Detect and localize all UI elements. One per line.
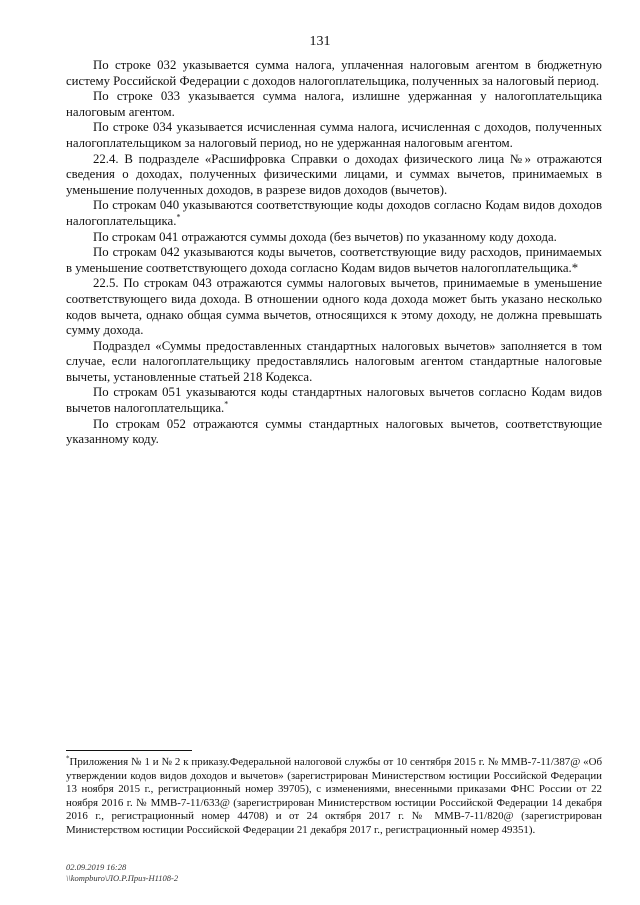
paragraph-line-051-text: По строкам 051 указываются коды стандартных налоговых вычетов согласно Кодам видов вычетов налогоплательщика.	[66, 385, 602, 416]
footnote-ref: *	[571, 260, 579, 275]
paragraph-line-051	[66, 385, 602, 416]
paragraph-line-042	[66, 245, 602, 276]
footnote	[66, 756, 602, 837]
paragraph-line-052: По строкам 052 отражаются суммы стандартных налоговых вычетов, соответствующие указанному коду.	[66, 416, 602, 447]
footnote-ref: *	[224, 399, 229, 409]
footnote-ref: *	[176, 212, 181, 222]
paragraph-line-033: По строке 033 указывается сумма налога, излишне удержанная у налогоплательщика налоговым агентом.	[66, 89, 602, 119]
footnote-marker: *	[66, 754, 70, 763]
paragraph-line-041: По строкам 041 отражаются суммы дохода (без вычетов) по указанному коду дохода.	[93, 229, 557, 244]
paragraph-line-034: По строке 034 указывается исчисленная сумма налога, исчисленная с доходов, полученных налогоплательщиком за налоговый период, но не удержанная налоговым агентом.	[66, 120, 602, 150]
paragraph-22-4: 22.4. В подразделе «Расшифровка Справки о доходах физического лица №» отражаются сведения о доходах, полученных физическими лицами, и суммах вычетов, принимаемых в уменьшение полученных доходов, в разрезе видов доходов (вычетов).	[66, 151, 602, 197]
paragraph-standard-deductions: Подраздел «Суммы предоставленных стандартных налоговых вычетов» заполняется в том случае, если налогоплательщику предоставлялись налоговым агентом стандартные налоговые вычеты, установленные статьей 218 Кодекса.	[66, 338, 602, 384]
print-file-path: \\kompburo\ЛО.Р.Приз-Н1108-2	[66, 873, 179, 883]
paragraph-line-040	[66, 198, 602, 229]
paragraph-22-5: 22.5. По строкам 043 отражаются суммы налоговых вычетов, принимаемые в уменьшение соответствующего вида дохода. В отношении одного кода дохода может быть указано несколько кодов вычета, однако общая сумма вычетов, относящихся к этому доходу, не должна превышать сумму дохода.	[66, 276, 602, 338]
paragraph-line-042-text: По строкам 042 указываются коды вычетов, соответствующие виду расходов, принимаемых в уменьшение соответствующего дохода согласно Кодам видов вычетов налогоплательщика.	[66, 245, 602, 275]
document-body	[66, 58, 602, 448]
footnote-text: Приложения № 1 и № 2 к приказу.Федеральной налоговой службы от 10 сентября 2015 г. № ММВ-7-11/387@ «Об утверждении кодов видов доходов и вычетов» (зарегистрирован Министерством юстиции Российской Федерации 13 ноября 2015 г., регистрационный номер 39705), с изменениями, внесенными приказами ФНС России от 22 ноября 2016 г. № ММВ-7-11/633@ (зарегистрирован Министерством юстиции Российской Федерации 14 декабря 2016 г., регистрационный номер 44708) и от 24 октября 2017 г. № ММВ-7-11/820@ (зарегистрирован Министерством юстиции Российской Федерации 21 декабря 2017 г., регистрационный номер 49351).	[66, 756, 602, 836]
footnote-divider	[66, 750, 192, 751]
paragraph-line-032: По строке 032 указывается сумма налога, уплаченная налоговым агентом в бюджетную систему Российской Федерации с доходов налогоплательщика, полученных за налоговый период.	[66, 58, 602, 88]
paragraph-line-040-text: По строкам 040 указываются соответствующие коды доходов согласно Кодам видов доходов налогоплательщика.	[66, 198, 602, 228]
page-number: 131	[309, 34, 331, 49]
print-timestamp: 02.09.2019 16:28	[66, 862, 127, 872]
